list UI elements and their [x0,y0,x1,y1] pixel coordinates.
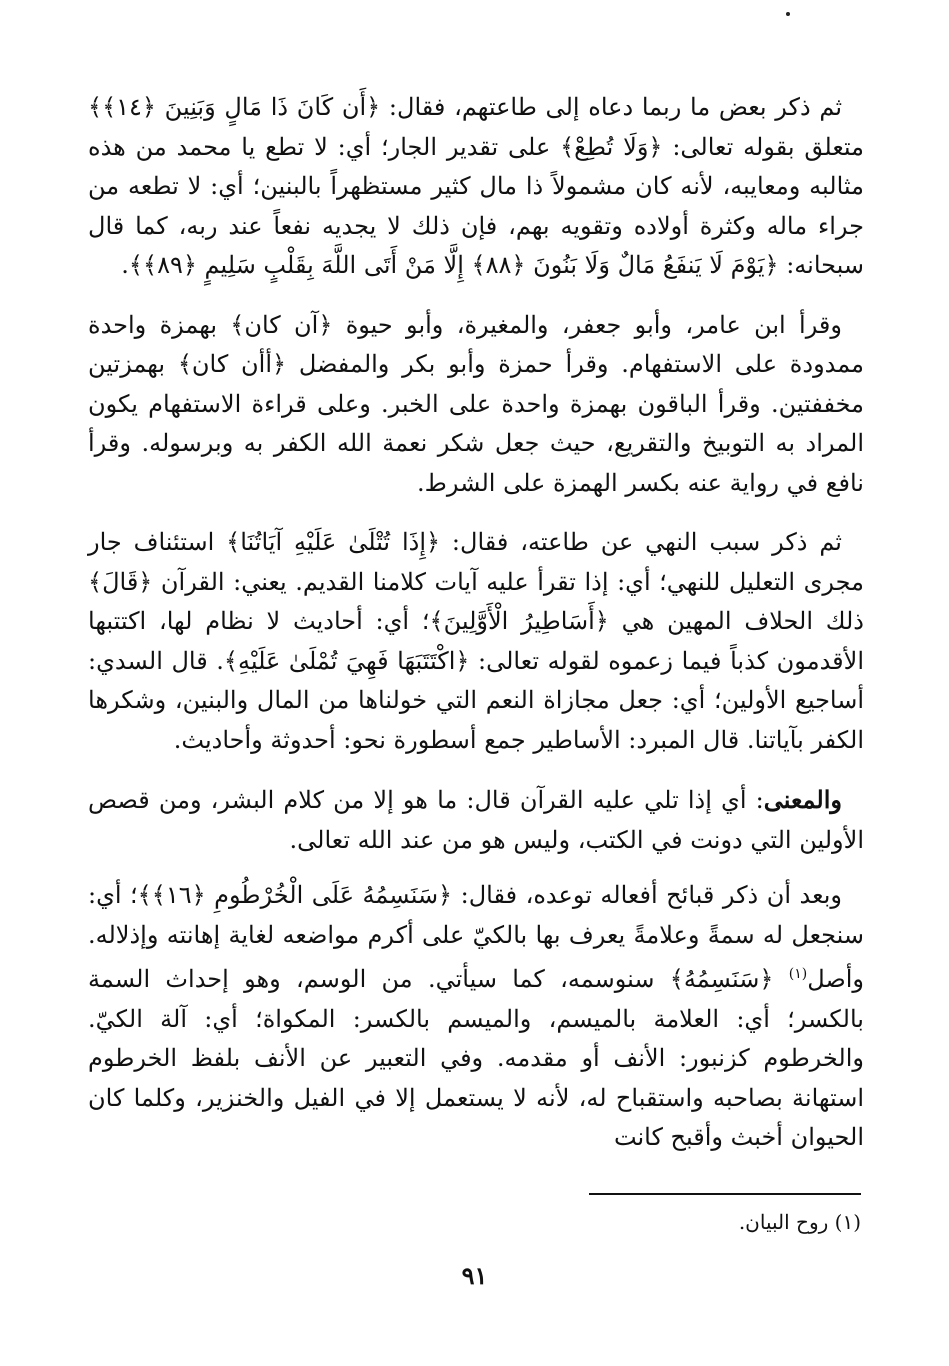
meaning-lead: والمعنى [763,785,842,814]
main-text [88,88,864,1178]
paragraph-3: ثم ذكر سبب النهي عن طاعته، فقال: ﴿إِذَا تُتْلَىٰ عَلَيْهِ آيَاتُنَا﴾ استئناف جار مجرى التعليل للنهي؛ أي: إذا تقرأ عليه آيات كلامنا القديم. يعني: القرآن ﴿قَالَ﴾ ذلك الحلاف المهين هي ﴿أَسَاطِيرُ الْأَوَّلِينَ﴾؛ أي: أحاديث لا نظام لها، اكتتبها الأقدمون كذباً فيما زعموه لقوله تعالى: ﴿اكْتَتَبَهَا فَهِيَ تُمْلَىٰ عَلَيْهِ﴾. قال السدي: أساجيع الأولين؛ أي: جعل مجازاة النعم التي خولناها من المال والبنين، وشكرها الكفر بآياتنا. قال المبرد: الأساطير جمع أسطورة نحو: أحدوثة وأحاديث. [88,528,864,754]
scan-dot [786,12,790,16]
paragraph-5-end: ﴿سَنَسِمُهُ﴾ سنوسمه، كما سيأتي. من الوسم، وهو إحداث السمة بالكسر؛ أي: العلامة بالميسم، والميسم بالكسر: المكواة؛ أي: آلة الكيّ. والخرطوم كزنبور: الأنف أو مقدمه. وفي التعبير عن الأنف بلفظ الخرطوم استهانة بصاحبه واستقباح له، لأنه لا يستعمل إلا في الفيل والخنزير، وكلما كان الحيوان أخبث وأقبح كانت [88,965,864,1151]
page-number: ٩١ [461,1261,488,1290]
meaning-text: : أي إذا تلي عليه القرآن قال: ما هو إلا من كلام البشر، ومن قصص الأولين التي دونت في الكتب، وليس هو من عند الله تعالى. [88,786,864,854]
footnote-mark: (١) [788,966,808,982]
paragraph-5-start: وبعد أن ذكر قبائح أفعاله توعده، فقال: ﴿سَنَسِمُهُ عَلَى الْخُرْطُومِ ﴿١٦﴾﴾؛ أي: سنجعل له سمةً وعلامةً يعرف بها بالكيّ على أكرم مواضعه لغاية إهانته وإذلاله. وأصل [88,881,864,993]
footnote: (١) روح البيان. [738,1210,861,1234]
footnote-divider [589,1193,861,1195]
paragraph-2: وقرأ ابن عامر، وأبو جعفر، والمغيرة، وأبو حيوة ﴿آن كان﴾ بهمزة واحدة ممدودة على الاستفهام. وقرأ حمزة وأبو بكر والمفضل ﴿أأن كان﴾ بهمزتين مخففتين. وقرأ الباقون بهمزة واحدة على الخبر. وعلى قراءة الاستفهام يكون المراد به التوبيخ والتقريع، حيث جعل شكر نعمة الله الكفر به وبرسوله. وقرأ نافع في رواية عنه بكسر الهمزة على الشرط. [88,310,864,497]
paragraph-meaning [88,780,864,860]
paragraph-1: ثم ذكر بعض ما ربما دعاه إلى طاعتهم، فقال: ﴿أَن كَانَ ذَا مَالٍ وَبَنِينَ ﴿١٤﴾﴾ متعلق بقوله تعالى: ﴿وَلَا تُطِعْ﴾ على تقدير الجار؛ أي: لا تطع يا محمد من هذه مثالبه ومعايبه، لأنه كان مشمولاً ذا مال كثير مستظهراً بالبنين؛ أي: لا تطعه من جراء ماله وكثرة أولاده وتقويه بهم، فإن ذلك لا يجديه نفعاً عند ربه، كما قال سبحانه: ﴿يَوْمَ لَا يَنفَعُ مَالٌ وَلَا بَنُونَ ﴿٨٨﴾ إِلَّا مَنْ أَتَى اللَّهَ بِقَلْبٍ سَلِيمٍ ﴿٨٩﴾﴾. [88,93,864,279]
paragraph-5 [88,876,864,1158]
